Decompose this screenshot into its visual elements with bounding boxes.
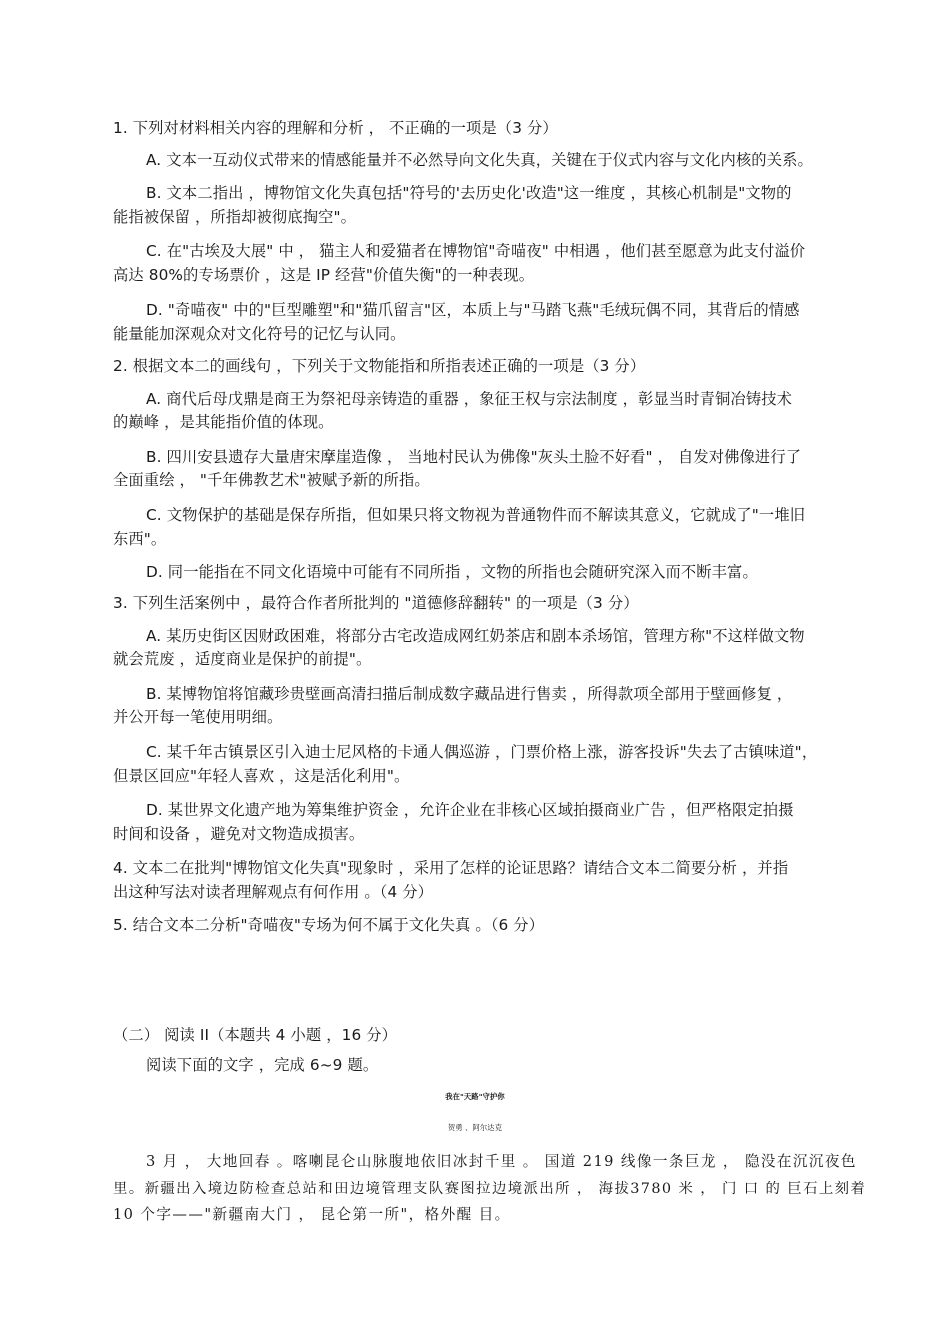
q1-option-c-line2: 高达 80%的专场票价 ，这是 IP 经营"价值失衡"的一种表现。 — [113, 266, 535, 284]
q1-option-b-line1: B. 文本二指出 ，博物馆文化失真包括"符号的'去历史化'改造"这一维度 ，其核心机制是"文物的 — [146, 184, 792, 202]
q3-option-b-line1: B. 某博物馆将馆藏珍贵壁画高清扫描后制成数字藏品进行售卖 ，所得款项全部用于壁画修复 ， — [146, 685, 793, 703]
q2-option-c-line1: C. 文物保护的基础是保存所指，但如果只将文物视为普通物件而不解读其意义，它就成了"一堆旧 — [146, 506, 806, 524]
q3-option-d-line2: 时间和设备 ，避免对文物造成损害。 — [113, 825, 365, 843]
q1-option-d-line1: D. "奇喵夜" 中的"巨型雕塑"和"猫爪留言"区，本质上与"马踏飞燕"毛绒玩偶不同，其背后的情感 — [146, 301, 800, 319]
q3-option-a-line2: 就会荒废 ，适度商业是保护的前提"。 — [113, 650, 372, 668]
q4-line1: 4. 文本二在批判"博物馆文化失真"现象时 ，采用了怎样的论证思路？请结合文本二简要分析 ，并指 — [113, 859, 789, 877]
article-para1-line3: 10 个字——"新疆南大门 ， 昆仑第一所"，格外醒 目。 — [113, 1206, 511, 1223]
q1-stem: 1. 下列对材料相关内容的理解和分析 ， 不正确的一项是（3 分） — [113, 119, 558, 137]
q3-option-c-line2: 但景区回应"年轻人喜欢 ，这是活化利用"。 — [113, 767, 410, 785]
q1-option-b-line2: 能指被保留 ，所指却被彻底掏空"。 — [113, 208, 357, 226]
q1-option-a: A. 文本一互动仪式带来的情感能量并不必然导向文化失真，关键在于仪式内容与文化内核的关系。 — [146, 151, 813, 169]
q3-stem: 3. 下列生活案例中 ，最符合作者所批判的 "道德修辞翻转" 的一项是（3 分） — [113, 594, 639, 612]
section-heading: （二） 阅读 II（本题共 4 小题 ，16 分） — [113, 1026, 398, 1044]
q4-line2: 出这种写法对读者理解观点有何作用 。（4 分） — [113, 883, 434, 901]
q5-line1: 5. 结合文本二分析"奇喵夜"专场为何不属于文化失真 。（6 分） — [113, 916, 545, 934]
q3-option-c-line1: C. 某千年古镇景区引入迪士尼风格的卡通人偶巡游 ，门票价格上涨，游客投诉"失去了古镇味道"， — [146, 743, 818, 761]
q2-option-a-line1: A. 商代后母戊鼎是商王为祭祀母亲铸造的重器 ，象征王权与宗法制度 ，彰显当时青铜冶铸技术 — [146, 390, 793, 408]
article-para1-line2: 里。新疆出入境边防检查总站和田边境管理支队赛图拉边境派出所 ， 海拔3780 米 ， 门 口 的 巨石上刻着 — [113, 1181, 867, 1197]
q1-option-d-line2: 能量能加深观众对文化符号的记忆与认同。 — [113, 325, 406, 343]
q3-option-a-line1: A. 某历史街区因财政困难，将部分古宅改造成网红奶茶店和剧本杀场馆，管理方称"不这样做文物 — [146, 627, 805, 645]
article-para1-line1: 3 月 ， 大地回春 。喀喇昆仑山脉腹地依旧冰封千里 。 国道 219 线像一条巨龙 ， 隐没在沉沉夜色 — [146, 1153, 857, 1170]
q2-option-b-line1: B. 四川安县遗存大量唐宋摩崖造像 ， 当地村民认为佛像"灰头土脸不好看" ， 自发对佛像进行了 — [146, 448, 802, 466]
q2-option-a-line2: 的巅峰 ，是其能指价值的体现。 — [113, 413, 334, 431]
q2-option-b-line2: 全面重绘 ， "千年佛教艺术"被赋予新的所指。 — [113, 471, 430, 489]
article-title: 我在"天路"守护你 — [445, 1092, 505, 1101]
q1-option-c-line1: C. 在"古埃及大展" 中 ， 猫主人和爱猫者在博物馆"奇喵夜" 中相遇 ，他们甚至愿意为此支付溢价 — [146, 242, 806, 260]
q2-stem: 2. 根据文本二的画线句 ，下列关于文物能指和所指表述正确的一项是（3 分） — [113, 357, 646, 375]
q3-option-b-line2: 并公开每一笔使用明细。 — [113, 708, 283, 726]
article-authors: 贺勇 、阿尔达克 — [447, 1123, 503, 1132]
q2-option-c-line2: 东西"。 — [113, 530, 167, 548]
q2-option-d: D. 同一能指在不同文化语境中可能有不同所指 ，文物的所指也会随研究深入而不断丰富。 — [146, 563, 758, 581]
q3-option-d-line1: D. 某世界文化遗产地为筹集维护资金 ，允许企业在非核心区域拍摄商业广告 ，但严格限定拍摄 — [146, 801, 794, 819]
section-instruction: 阅读下面的文字 ，完成 6~9 题。 — [146, 1056, 379, 1074]
